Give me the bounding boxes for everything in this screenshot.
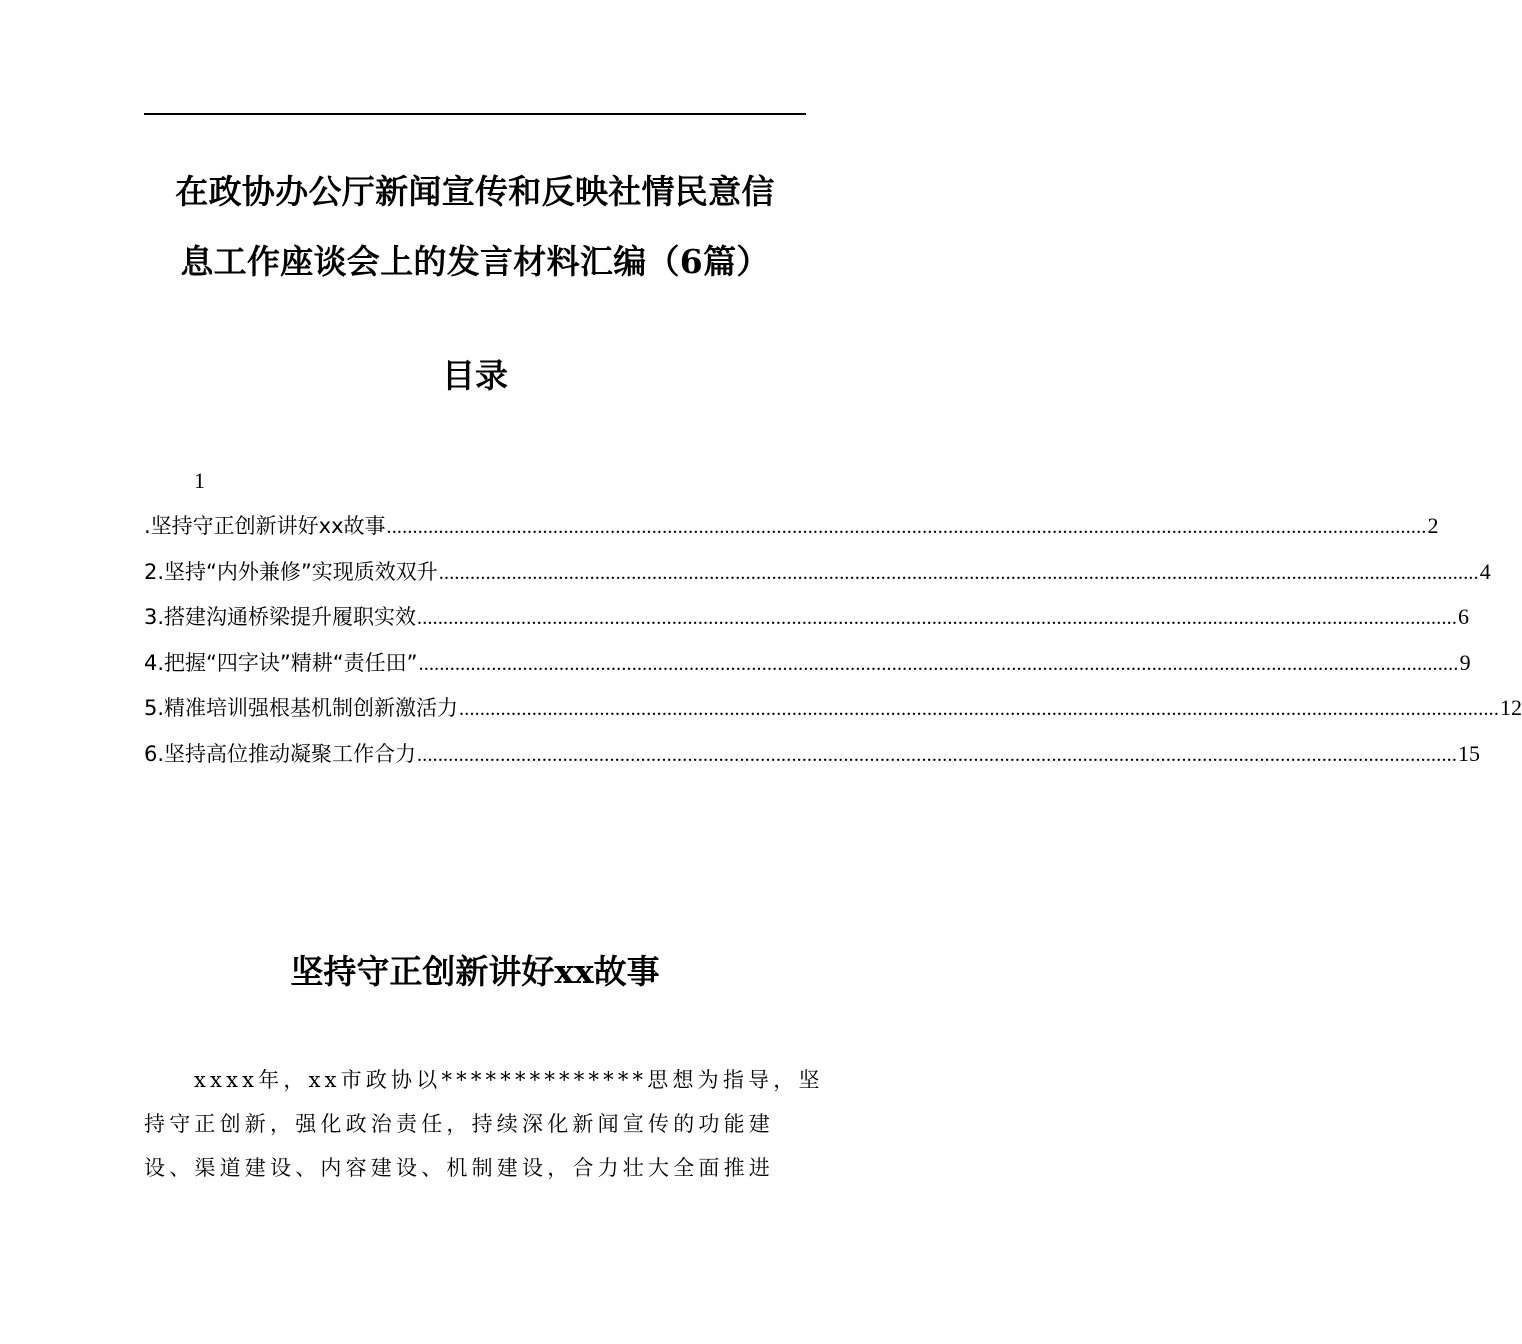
- toc-item-text: .坚持守正创新讲好xx故事: [144, 514, 386, 538]
- toc-item-text: 6.坚持高位推动凝聚工作合力: [144, 741, 417, 766]
- toc-item-text: 3.搭建沟通桥梁提升履职实效: [144, 605, 417, 630]
- toc-item[interactable]: [144, 690, 1522, 736]
- toc-leader-dots: ........................................................................................................................................................................................................: [418, 652, 1459, 675]
- toc-leader-dots: ........................................................................................................................................................................................................: [417, 607, 1458, 630]
- toc-list: [144, 508, 1522, 782]
- section-title: 坚持守正创新讲好xx故事: [290, 952, 660, 991]
- toc-leader-dots: ........................................................................................................................................................................................................: [386, 516, 1427, 538]
- toc-heading: 目录: [442, 356, 508, 395]
- toc-stray-number: 1: [194, 468, 205, 493]
- toc-item-page: 6: [1458, 604, 1470, 630]
- body-line: 持守正创新，强化政治责任，持续深化新闻宣传的功能建: [144, 1112, 774, 1136]
- toc-item-text: 5.精准培训强根基机制创新激活力: [144, 696, 459, 721]
- header-rule: [144, 113, 806, 115]
- toc-item-page: 12: [1500, 695, 1522, 721]
- toc-leader-dots: ........................................................................................................................................................................................................: [417, 743, 1458, 766]
- toc-leader-dots: ........................................................................................................................................................................................................: [438, 561, 1479, 584]
- toc-item-page: 2: [1427, 513, 1439, 538]
- toc-item[interactable]: [144, 508, 1439, 554]
- toc-item-page: 9: [1459, 649, 1471, 675]
- section-body: [144, 1058, 824, 1190]
- toc-item-page: 4: [1479, 558, 1491, 584]
- toc-leader-dots: ........................................................................................................................................................................................................: [459, 698, 1500, 721]
- toc-item-page: 15: [1458, 740, 1481, 766]
- toc-item-text: 2.坚持“内外兼修”实现质效双升: [144, 559, 438, 584]
- toc-item[interactable]: [144, 599, 1470, 645]
- toc-item-text: 4.把握“四字诀”精耕“责任田”: [144, 650, 418, 675]
- document-title-line-1: 在政协办公厅新闻宣传和反映社情民意信: [175, 172, 775, 211]
- toc-item[interactable]: [144, 554, 1491, 600]
- body-line: 设、渠道建设、内容建设、机制建设，合力壮大全面推进: [144, 1156, 774, 1180]
- toc-item[interactable]: [144, 645, 1471, 691]
- toc-item[interactable]: [144, 736, 1481, 782]
- body-line: xxxx年，xx市政协以**************思想为指导，坚: [194, 1068, 824, 1092]
- document-title-line-2: 息工作座谈会上的发言材料汇编（6篇）: [180, 242, 770, 281]
